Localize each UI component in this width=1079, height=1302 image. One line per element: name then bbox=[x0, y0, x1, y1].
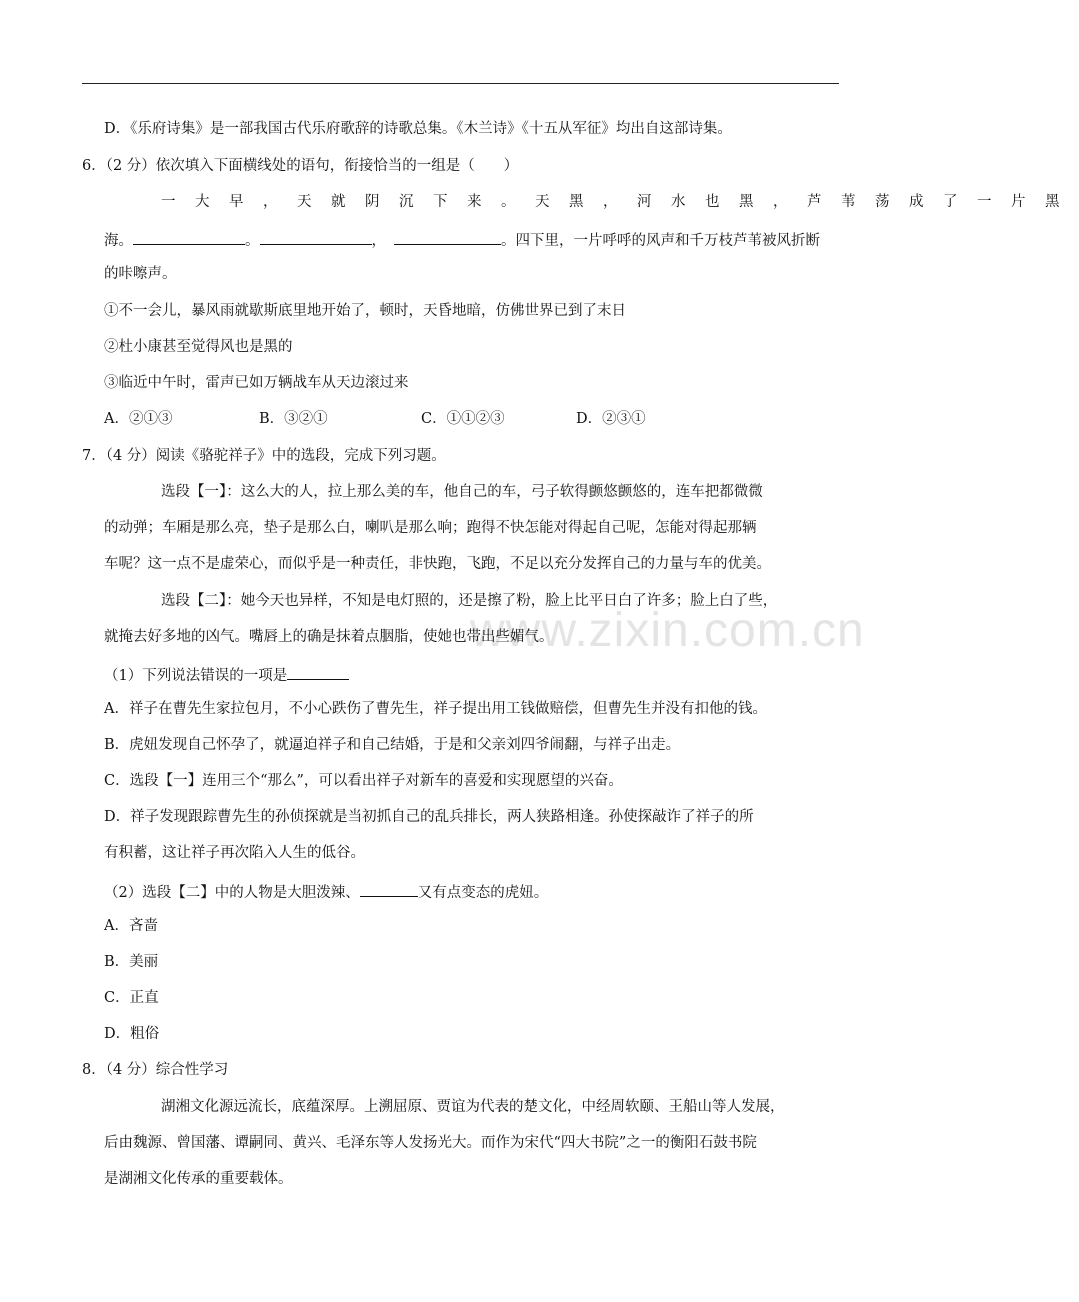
q6-text-d: 。四下里，一片呼呼的风声和千万枝芦苇被风折断 bbox=[501, 233, 820, 249]
q6-text-b: 。 bbox=[245, 233, 260, 249]
q7-sub2-text-a: （2）选段【二】中的人物是大胆泼辣、 bbox=[104, 885, 360, 901]
q6-blank-1 bbox=[133, 228, 245, 245]
q8-stem: 8．（4 分）综合性学习 bbox=[82, 1062, 229, 1078]
q6-passage-line-3: 的咔嚓声。 bbox=[104, 266, 177, 282]
q7-excerpt2-line-2: 就掩去好多地的凶气。嘴唇上的确是抹着点胭脂，使她也带出些媚气。 bbox=[104, 629, 554, 645]
q7-sub2-option-d: D．粗俗 bbox=[104, 1026, 160, 1042]
q6-sentence-3: ③临近中午时，雷声已如万辆战车从天边滚过来 bbox=[104, 375, 409, 391]
q6-sentence-2: ②杜小康甚至觉得风也是黑的 bbox=[104, 339, 293, 355]
q6-option-b: B．③②① bbox=[259, 411, 328, 427]
q8-passage-line-2: 后由魏源、曾国藩、谭嗣同、黄兴、毛泽东等人发扬光大。而作为宋代“四大书院”之一的衡阳石鼓书院 bbox=[104, 1135, 757, 1151]
q7-sub1-stem bbox=[104, 663, 349, 686]
q6-text-c: ， bbox=[371, 233, 386, 249]
q7-sub1-option-c: C．选段【一】连用三个“那么”，可以看出祥子对新车的喜爱和实现愿望的兴奋。 bbox=[104, 773, 623, 789]
q6-blank-2 bbox=[260, 228, 372, 245]
q7-sub2-blank bbox=[360, 880, 418, 897]
q7-sub2-option-c: C．正直 bbox=[104, 990, 159, 1006]
q7-sub2-option-b: B．美丽 bbox=[104, 954, 159, 970]
q7-stem: 7．（4 分）阅读《骆驼祥子》中的选段，完成下列习题。 bbox=[82, 448, 446, 464]
q6-stem: 6．（2 分）依次填入下面横线处的语句，衔接恰当的一组是（ ） bbox=[82, 158, 519, 174]
q6-option-a: A．②①③ bbox=[104, 411, 173, 427]
q6-option-c: C．①①②③ bbox=[421, 411, 505, 427]
q6-option-d: D．②③① bbox=[576, 411, 646, 427]
q7-sub2-text-b: 又有点变态的虎妞。 bbox=[417, 885, 549, 901]
q7-sub2-stem bbox=[104, 880, 548, 903]
q6-sentence-1: ①不一会儿，暴风雨就歇斯底里地开始了，顿时，天昏地暗，仿佛世界已到了末日 bbox=[104, 303, 626, 319]
q7-excerpt1-line-1: 选段【一】：这么大的人，拉上那么美的车，他自己的车，弓子软得颤悠颤悠的，连车把都微微 bbox=[161, 484, 763, 500]
q8-passage-line-1: 湖湘文化源远流长，底蕴深厚。上溯屈原、贾谊为代表的楚文化，中经周软颐、王船山等人发展， bbox=[161, 1099, 785, 1115]
watermark: www.zixin.com.cn bbox=[470, 604, 865, 657]
q7-sub1-option-d-line-1: D．祥子发现跟踪曹先生的孙侦探就是当初抓自己的乱兵排长，两人狭路相逢。孙使探敲诈了祥子的所 bbox=[104, 809, 754, 825]
q7-sub1-option-b: B．虎妞发现自己怀孕了，就逼迫祥子和自己结婚，于是和父亲刘四爷闹翻，与祥子出走。 bbox=[104, 737, 681, 753]
q7-sub1-blank bbox=[287, 663, 349, 680]
q7-excerpt1-line-2: 的动弹；车厢是那么亮，垫子是那么白，喇叭是那么响；跑得不快怎能对得起自己呢，怎能对得起那辆 bbox=[104, 520, 757, 536]
q6-passage-line-2 bbox=[104, 228, 820, 251]
q7-sub1-option-a: A．祥子在曹先生家拉包月，不小心跌伤了曹先生，祥子提出用工钱做赔偿，但曹先生并没有扣他的钱。 bbox=[104, 701, 767, 717]
q7-sub2-option-a: A．吝啬 bbox=[104, 918, 158, 934]
q6-passage-line-1: 一大早，天就阴沉下来。天黑，河水也黑，芦苇荡成了一片黑 bbox=[161, 194, 1079, 210]
q7-sub1-text: （1）下列说法错误的一项是 bbox=[104, 668, 288, 684]
q7-excerpt2-line-1: 选段【二】：她今天也异样，不知是电灯照的，还是擦了粉，脸上比平日白了许多；脸上白了些， bbox=[161, 593, 778, 609]
q6-text-a: 海。 bbox=[104, 233, 133, 249]
q7-excerpt1-line-3: 车呢？这一点不是虚荣心，而似乎是一种责任，非快跑，飞跑，不足以充分发挥自己的力量与车的优美。 bbox=[104, 556, 771, 572]
q5-option-d: D．《乐府诗集》是一部我国古代乐府歌辞的诗歌总集。《木兰诗》《十五从军征》均出自这部诗集。 bbox=[104, 121, 732, 137]
q6-options bbox=[104, 409, 646, 429]
q8-passage-line-3: 是湖湘文化传承的重要载体。 bbox=[104, 1171, 293, 1187]
q7-sub1-option-d-line-2: 有积蓄，这让祥子再次陷入人生的低谷。 bbox=[104, 845, 365, 861]
q6-blank-3 bbox=[394, 228, 501, 245]
header-rule bbox=[82, 83, 839, 84]
